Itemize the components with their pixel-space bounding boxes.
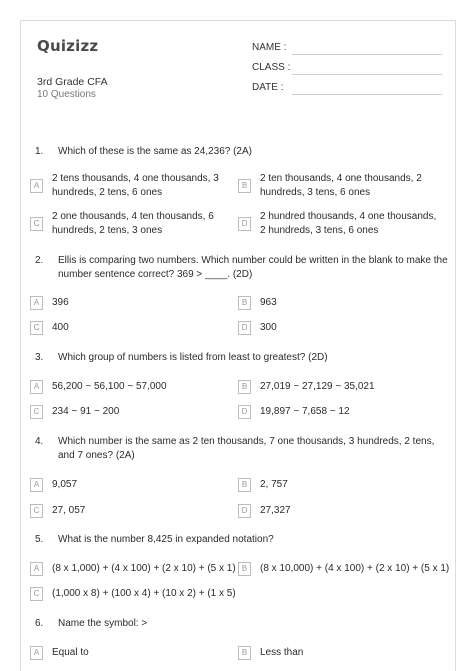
option-letter-badge: A bbox=[30, 562, 43, 576]
option-text: 27, 057 bbox=[52, 505, 86, 516]
name-field[interactable] bbox=[252, 42, 286, 53]
question-text: Which number is the same as 2 ten thousands, 7 one thousands, 3 hundreds, 2 tens, and 7 ones? (2A) bbox=[58, 436, 435, 461]
worksheet-title: 3rd Grade CFA bbox=[37, 76, 108, 88]
option-letter-badge: A bbox=[30, 380, 43, 394]
option-text: 2 one thousands, 4 ten thousands, 6 hundreds, 2 tens, 3 ones bbox=[52, 211, 214, 236]
option-letter-badge: B bbox=[238, 380, 251, 394]
option-text: 56,200 ~ 56,100 ~ 57,000 bbox=[52, 381, 167, 392]
option-letter-badge: C bbox=[30, 321, 43, 335]
option-text: 2 tens thousands, 4 one thousands, 3 hundreds, 2 tens, 6 ones bbox=[52, 173, 219, 198]
quizizz-logo: Quizizz bbox=[37, 37, 99, 55]
date-field[interactable] bbox=[252, 82, 283, 93]
question-number: 5. bbox=[35, 534, 44, 545]
question-text: Which group of numbers is listed from least to greatest? (2D) bbox=[58, 352, 328, 363]
option-letter-badge: A bbox=[30, 296, 43, 310]
option-letter-badge: C bbox=[30, 405, 43, 419]
option-letter-badge: B bbox=[238, 296, 251, 310]
option-text: 19,897 ~ 7,658 ~ 12 bbox=[260, 406, 350, 417]
option-text: 2 ten thousands, 4 one thousands, 2 hundreds, 3 tens, 6 ones bbox=[260, 173, 422, 198]
option-text: 27,327 bbox=[260, 505, 291, 516]
question-number: 1. bbox=[35, 146, 44, 157]
option-letter-badge: A bbox=[30, 646, 43, 660]
option-letter-badge: B bbox=[238, 562, 251, 576]
option-letter-badge: D bbox=[238, 217, 251, 231]
option-text: 2 hundred thousands, 4 one thousands, 2 hundreds, 3 tens, 6 ones bbox=[260, 211, 437, 236]
option-letter-badge: B bbox=[238, 646, 251, 660]
option-text: 27,019 ~ 27,129 ~ 35,021 bbox=[260, 381, 375, 392]
option-text: Less than bbox=[260, 647, 304, 658]
option-letter-badge: D bbox=[238, 321, 251, 335]
name-label: NAME : bbox=[252, 42, 287, 53]
option-text: Equal to bbox=[52, 647, 89, 658]
class-label: CLASS : bbox=[252, 62, 291, 73]
option-letter-badge: B bbox=[238, 478, 251, 492]
name-line bbox=[292, 54, 442, 55]
option-letter-badge: A bbox=[30, 179, 43, 193]
option-text: 2, 757 bbox=[260, 479, 288, 490]
option-letter-badge: C bbox=[30, 217, 43, 231]
question-number: 2. bbox=[35, 255, 44, 266]
question-text: Name the symbol: > bbox=[58, 618, 148, 629]
option-text: (1,000 x 8) + (100 x 4) + (10 x 2) + (1 x 5) bbox=[52, 588, 236, 599]
question-text: Which of these is the same as 24,236? (2A) bbox=[58, 146, 252, 157]
date-line bbox=[292, 94, 442, 95]
class-field[interactable] bbox=[252, 62, 290, 73]
question-text: Ellis is comparing two numbers. Which number could be written in the blank to make the number sentence correct? 369 > ____. (2D) bbox=[58, 255, 448, 280]
class-line bbox=[292, 74, 442, 75]
option-text: 300 bbox=[260, 322, 277, 333]
date-label: DATE : bbox=[252, 82, 284, 93]
option-text: 9,057 bbox=[52, 479, 78, 490]
option-text: 234 ~ 91 ~ 200 bbox=[52, 406, 120, 417]
option-letter-badge: B bbox=[238, 179, 251, 193]
option-text: 400 bbox=[52, 322, 69, 333]
question-number: 6. bbox=[35, 618, 44, 629]
question-text: What is the number 8,425 in expanded notation? bbox=[58, 534, 274, 545]
option-text: (8 x 1,000) + (4 x 100) + (2 x 10) + (5 x 1) bbox=[52, 563, 236, 574]
option-text: (8 x 10,000) + (4 x 100) + (2 x 10) + (5 x 1) bbox=[260, 563, 450, 574]
question-number: 3. bbox=[35, 352, 44, 363]
option-letter-badge: C bbox=[30, 504, 43, 518]
question-number: 4. bbox=[35, 436, 44, 447]
option-letter-badge: A bbox=[30, 478, 43, 492]
question-count: 10 Questions bbox=[37, 89, 96, 100]
option-text: 396 bbox=[52, 297, 69, 308]
option-letter-badge: D bbox=[238, 405, 251, 419]
option-letter-badge: D bbox=[238, 504, 251, 518]
option-letter-badge: C bbox=[30, 587, 43, 601]
option-text: 963 bbox=[260, 297, 277, 308]
